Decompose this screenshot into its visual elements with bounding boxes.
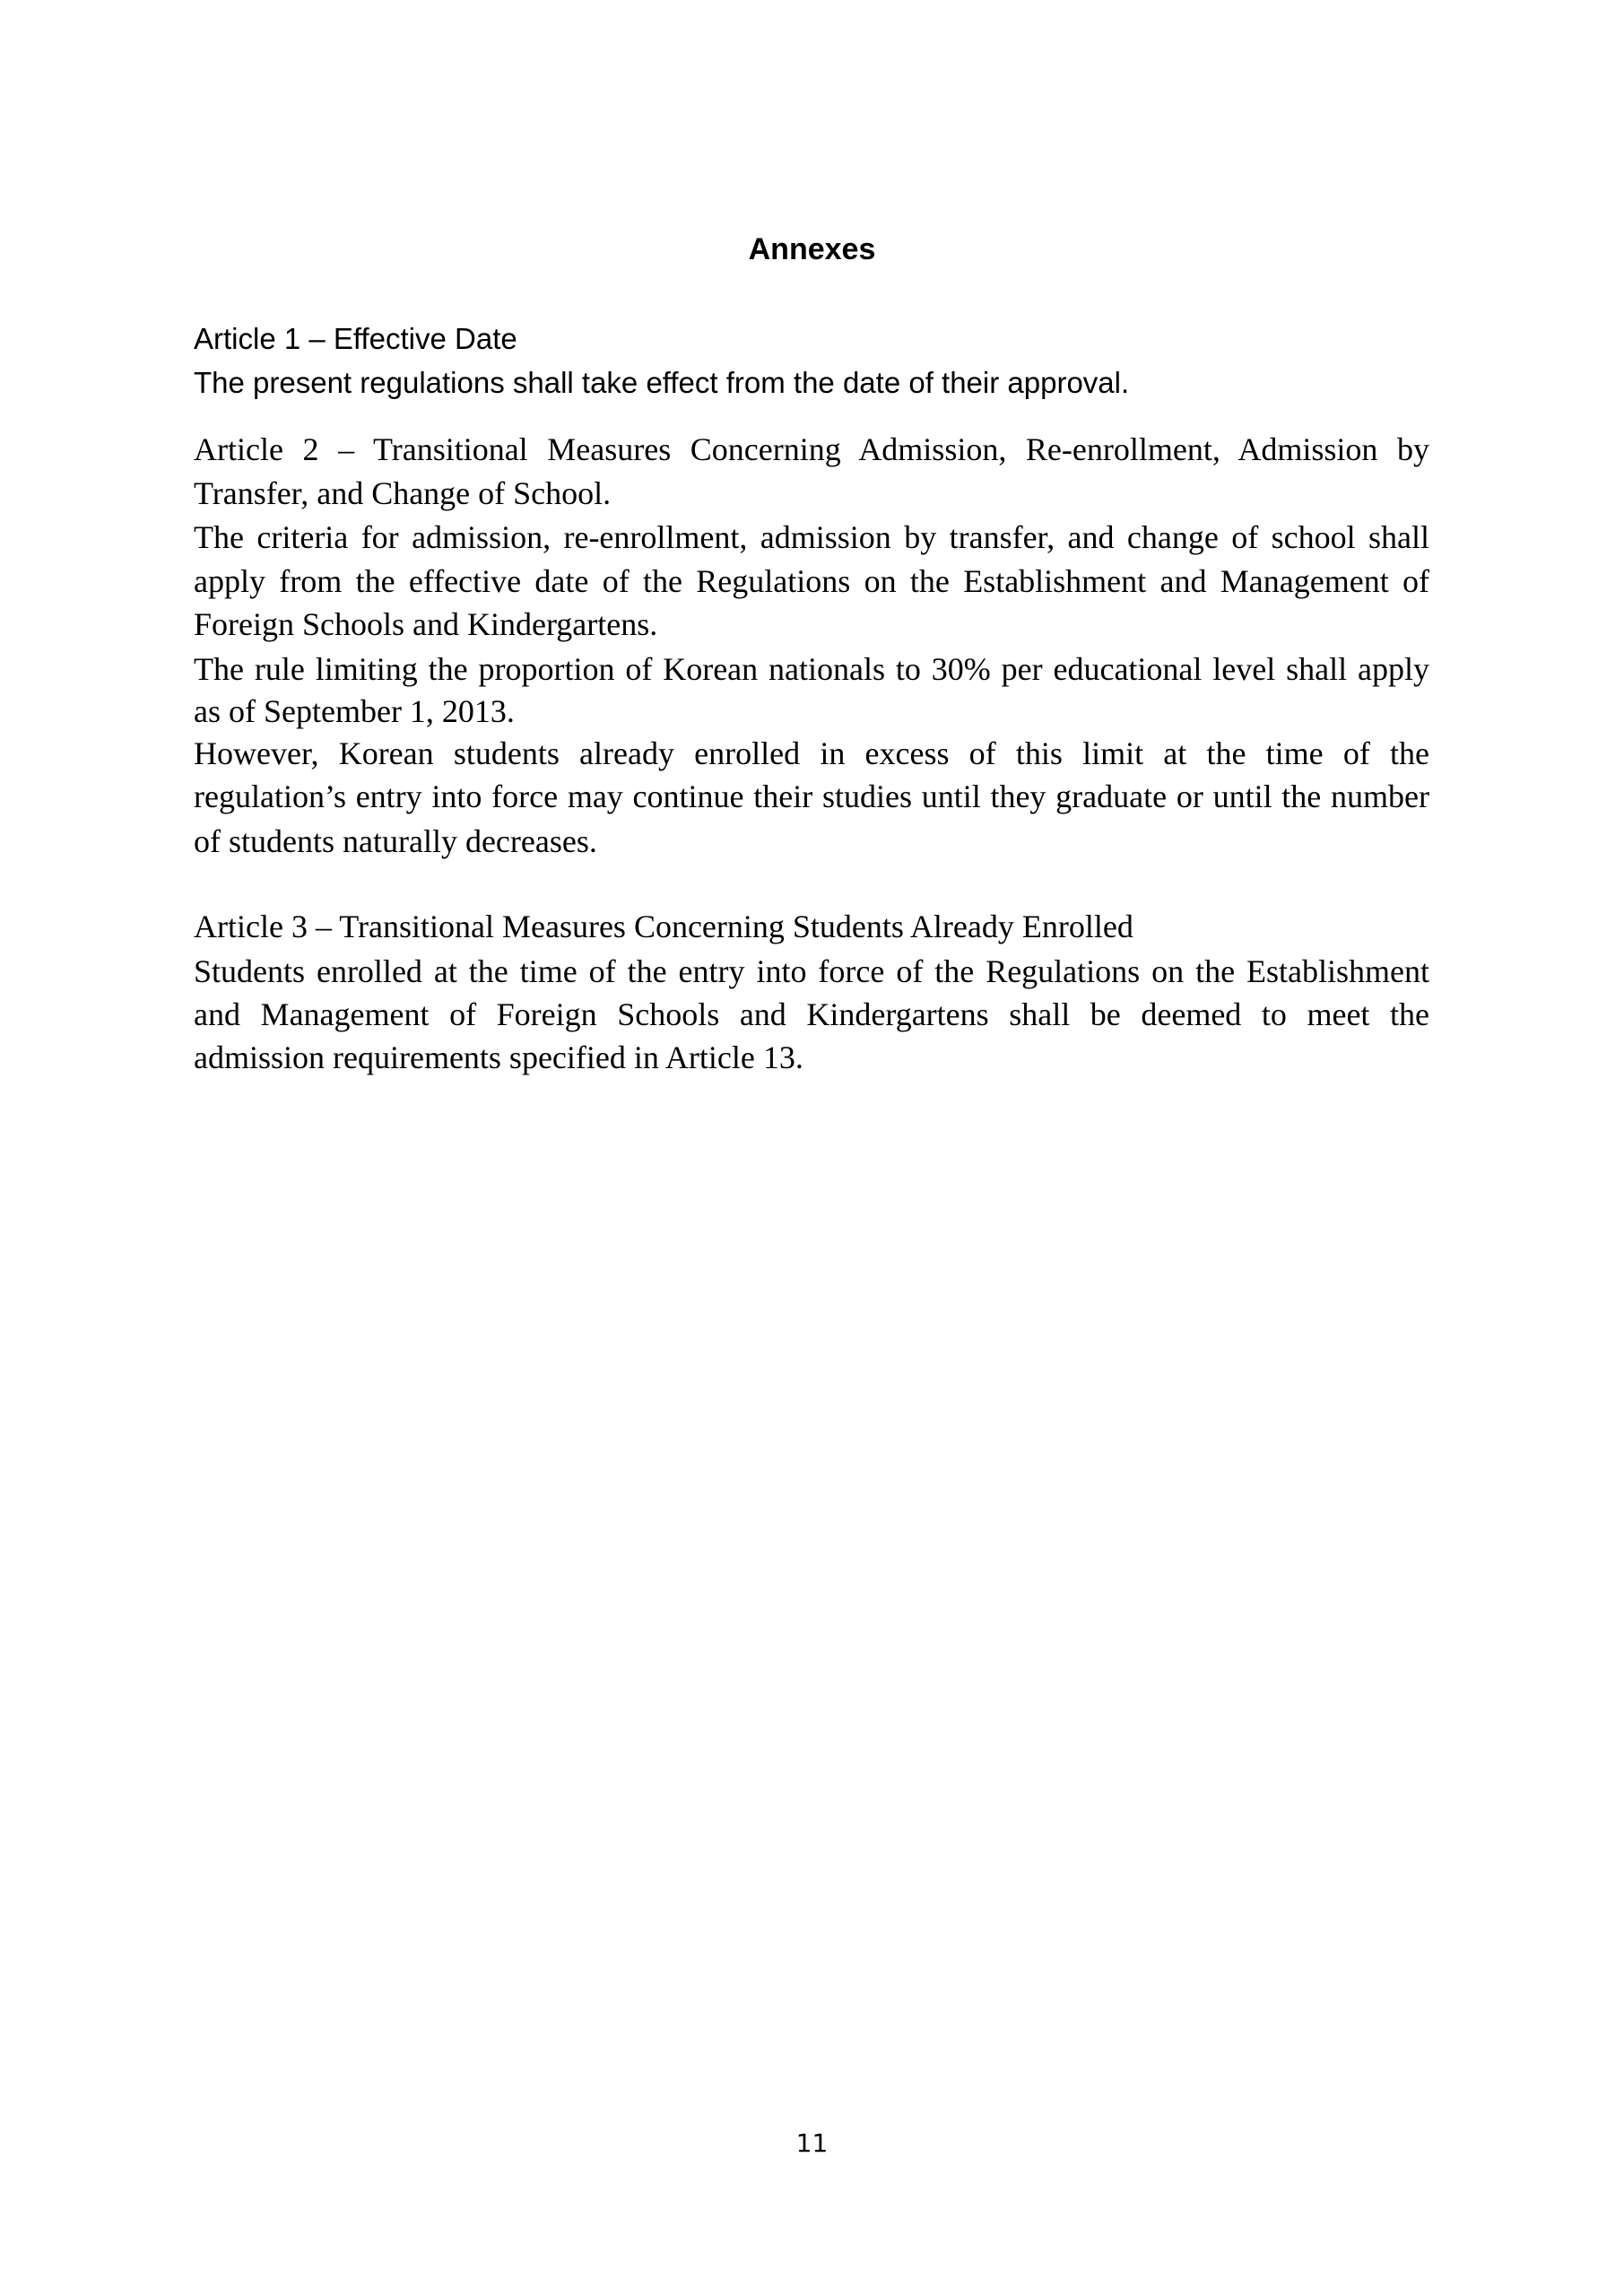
article-1-heading: Article 1 – Effective Date: [194, 322, 517, 355]
article-2-text-line: of students naturally decreases.: [194, 823, 597, 859]
article-1-body: The present regulations shall take effect from the date of their approval.: [194, 366, 1130, 399]
article-3-text-line: and Management of Foreign Schools and Kindergartens shall be deemed to meet the: [194, 996, 1429, 1032]
article-2-text-line: The rule limiting the proportion of Korean nationals to 30% per educational level shall apply: [194, 651, 1429, 687]
article-2-text-line: as of September 1, 2013.: [194, 693, 515, 729]
article-2-heading-line-1: Article 2 – Transitional Measures Concerning Admission, Re-enrollment, Admission by: [194, 431, 1429, 467]
article-3-text-line: admission requirements specified in Article 13.: [194, 1039, 803, 1075]
article-2-text-line: apply from the effective date of the Regulations on the Establishment and Management of: [194, 563, 1429, 599]
annexes-title: Annexes: [748, 232, 876, 266]
article-2-text-line: regulation’s entry into force may continue their studies until they graduate or until the number: [194, 778, 1429, 814]
article-2-text-line: The criteria for admission, re-enrollment, admission by transfer, and change of school shall: [194, 519, 1429, 555]
page-number: 11: [795, 2128, 829, 2158]
article-3-heading: Article 3 – Transitional Measures Concerning Students Already Enrolled: [194, 909, 1133, 944]
article-3-text-line: Students enrolled at the time of the entry into force of the Regulations on the Establishment: [194, 953, 1429, 989]
article-2-text-line: Foreign Schools and Kindergartens.: [194, 606, 658, 642]
article-2-text-line: However, Korean students already enrolled in excess of this limit at the time of the: [194, 735, 1429, 771]
article-2-heading-line-2: Transfer, and Change of School.: [194, 475, 612, 511]
